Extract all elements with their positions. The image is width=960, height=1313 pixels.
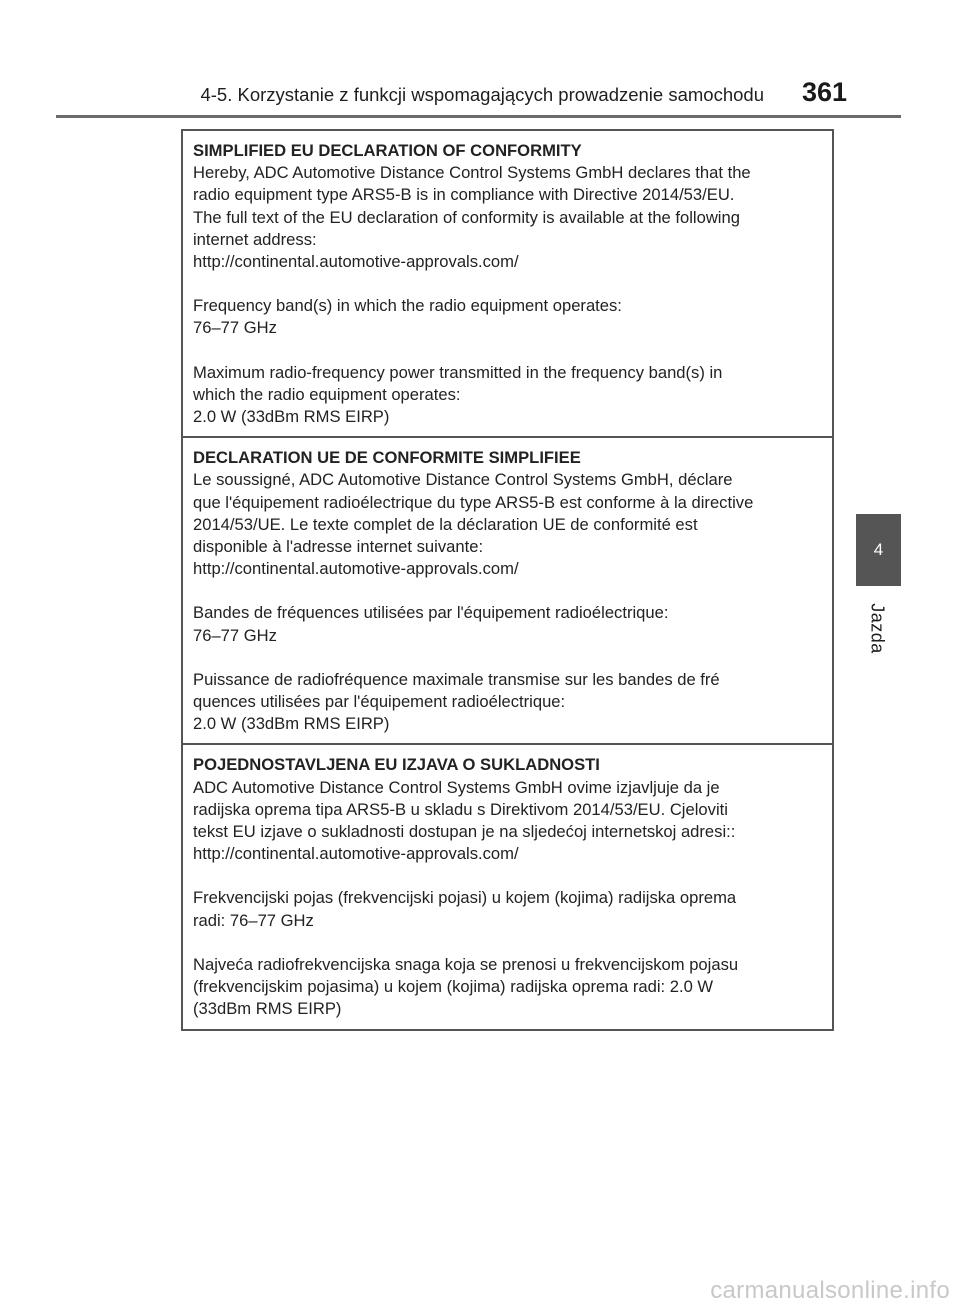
body-line: que l'équipement radioélectrique du type ARS5-B est conforme à la directive [193,492,754,512]
body-line: The full text of the EU declaration of conformity is available at the following [193,207,740,227]
power-line: quences utilisées par l'équipement radioélectrique: [193,692,566,712]
declaration-section-en [183,131,832,438]
power-line: (frekvencijskim pojasima) u kojem (kojima) radijska oprema radi: 2.0 W [193,977,714,997]
body-line: Hereby, ADC Automotive Distance Control Systems GmbH declares that the [193,163,751,183]
power-line: Najveća radiofrekvencijska snaga koja se prenosi u frekvencijskom pojasu [193,954,739,974]
chapter-title: 4-5. Korzystanie z funkcji wspomagających prowadzenie samochodu [200,84,764,105]
declaration-section-hr [183,745,832,1030]
frequency-value: 76–77 GHz [193,625,277,645]
frequency-line: Frekvencijski pojas (frekvencijski pojasi) u kojem (kojima) radijska oprema [193,888,737,908]
spacer [193,273,822,295]
declaration-section-fr [183,438,832,745]
power-value: 2.0 W (33dBm RMS EIRP) [193,714,390,734]
section-title: SIMPLIFIED EU DECLARATION OF CONFORMITY [193,141,582,160]
power-line: Puissance de radiofréquence maximale transmise sur les bandes de fré [193,669,720,689]
url-text: http://continental.automotive-approvals.com/ [193,252,519,272]
url-text: http://continental.automotive-approvals.com/ [193,559,519,579]
section-title: DECLARATION UE DE CONFORMITE SIMPLIFIEE [193,448,581,468]
frequency-value: radi: 76–77 GHz [193,910,314,930]
section-title: POJEDNOSTAVLJENA EU IZJAVA O SUKLADNOSTI [193,755,600,775]
spacer [193,932,822,954]
body-line: disponible à l'adresse internet suivante: [193,537,484,557]
page-header [0,0,900,117]
chapter-tab-number: 4 [873,540,884,559]
spacer [193,865,822,887]
body-line: 2014/53/UE. Le texte complet de la déclaration UE de conformité est [193,514,698,534]
power-value: 2.0 W (33dBm RMS EIRP) [193,407,390,427]
spacer [193,340,822,362]
power-value: (33dBm RMS EIRP) [193,999,342,1019]
chapter-tab-label: Jazda [867,603,888,654]
page-number: 361 [802,77,848,107]
body-line: ADC Automotive Distance Control Systems GmbH ovime izjavljuje da je [193,777,720,797]
body-line: radijska oprema tipa ARS5-B u skladu s Direktivom 2014/53/EU. Cjeloviti [193,799,728,819]
watermark-text: carmanualsonline.info [710,1277,950,1304]
body-line: radio equipment type ARS5-B is in compliance with Directive 2014/53/EU. [193,185,735,205]
power-line: which the radio equipment operates: [193,384,461,404]
body-line: internet address: [193,229,317,249]
frequency-line: Bandes de fréquences utilisées par l'équipement radioélectrique: [193,603,669,623]
frequency-line: Frequency band(s) in which the radio equipment operates: [193,296,622,316]
url-text: http://continental.automotive-approvals.com/ [193,844,519,864]
spacer [193,647,822,669]
body-line: tekst EU izjave o sukladnosti dostupan je na sljedećoj internetskoj adresi:: [193,822,736,842]
header-divider [56,115,901,118]
spacer [193,580,822,602]
frequency-value: 76–77 GHz [193,318,277,338]
power-line: Maximum radio-frequency power transmitted in the frequency band(s) in [193,362,723,382]
declaration-box [181,129,834,1031]
body-line: Le soussigné, ADC Automotive Distance Control Systems GmbH, déclare [193,470,733,490]
